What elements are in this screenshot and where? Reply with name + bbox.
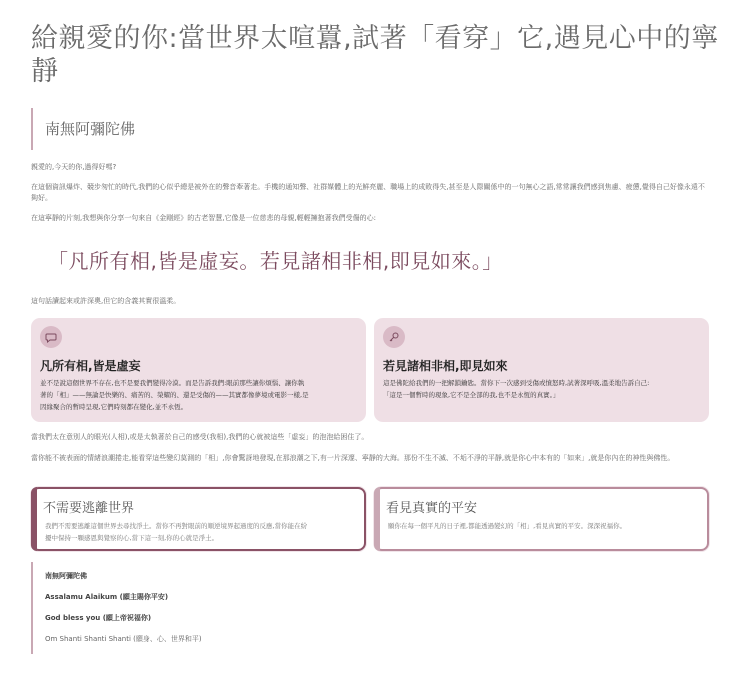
- box-true-peace: [374, 487, 709, 551]
- greeting: 親愛的,今天的你,過得好嗎?: [31, 163, 117, 171]
- card-illusion-line: 因緣聚合的暫時呈現,它們時刻都在變化,並不永恆。: [40, 403, 188, 411]
- intro-block: [31, 108, 711, 150]
- page-title: 給親愛的你:當世界太喧囂,試著「看穿」它,遇見心中的寧靜: [31, 23, 719, 87]
- subtitle: 南無阿彌陀佛: [45, 120, 136, 138]
- paragraph-attachment: 當我們太在意別人的眼光(人相),或是太執著於自己的感受(我相),我們的心就被這些「虛妄」的泡泡給困住了。: [31, 433, 369, 441]
- paragraph-meaning: 這句話讀起來或許深奧,但它的含義其實很溫柔。: [31, 297, 181, 305]
- box-no-escape-title: 不需要逃離世界: [43, 501, 135, 516]
- card-illusion: [31, 318, 366, 422]
- box-no-escape-line: 我們不需要逃離這個世界去尋找淨土。當你不再對眼前的順逆境界起過度的反應,當你能在紛: [45, 522, 308, 530]
- card-tathagata: [374, 318, 709, 422]
- card-illusion-title: 凡所有相,皆是虛妄: [40, 359, 141, 373]
- card-tathagata-line: 這是佛陀給我們的一把解鎖鑰匙。當你下一次感到受傷或憤怒時,試著深呼吸,溫柔地告訴自己:: [383, 379, 650, 387]
- card-illusion-line: 著的「相」——無論是快樂的、痛苦的、榮耀的、還是受傷的——其實都像夢境或電影一樣,是: [40, 391, 309, 399]
- card-tathagata-body: [383, 377, 649, 401]
- paragraph-intro: 在這個資訊爆炸、競步匆忙的時代,我們的心似乎總是被外在的聲音牽著走。手機的通知聲、社群媒體上的光鮮亮麗、職場上的成敗得失,甚至是人際關係中的一句無心之語,常常讓我們感到焦慮、疲憊,覺得自己好像永遠不夠好。: [31, 183, 705, 202]
- chat-bubble-icon: [40, 326, 62, 348]
- blessing-line: Assalamu Alaikum (願主賜你平安): [45, 593, 169, 601]
- box-no-escape-line: 擾中保持一顆感恩與覺察的心,當下這一刻,你的心就是淨土。: [45, 534, 219, 542]
- box-true-peace-title: 看見真實的平安: [386, 501, 478, 516]
- card-tathagata-title: 若見諸相非相,即見如來: [383, 359, 508, 373]
- box-true-peace-line: 願你在每一個平凡的日子裡,都能透過變幻的「相」,看見真實的平安。深深祝福你。: [388, 522, 627, 530]
- blessing-line: Om Shanti Shanti Shanti (願身、心、世界和平): [45, 635, 202, 643]
- box-accent-rail: [374, 487, 380, 551]
- blessing-line: 南無阿彌陀佛: [45, 572, 87, 580]
- key-icon: [383, 326, 405, 348]
- box-no-escape-body: [45, 520, 307, 544]
- card-illusion-line: 並不是說這個世界不存在,也不是要我們變得冷漠。而是告訴我們:眼前那些讓你煩惱、讓你執: [40, 379, 305, 387]
- blessing-line: God bless you (願上帝祝福你): [45, 614, 152, 622]
- paragraph-share: 在這寧靜的片刻,我想與你分享一句來自《金剛經》的古老智慧,它像是一位慈悲的母親,輕輕擁抱著我們受傷的心:: [31, 214, 377, 222]
- closing-blessings: [31, 562, 711, 654]
- box-true-peace-body: [388, 520, 626, 532]
- sutra-quote: 「凡所有相,皆是虛妄。若見諸相非相,即見如來。」: [48, 249, 503, 273]
- card-tathagata-line: 「這是一個暫時的現象,它不是全部的我,也不是永恆的真實。」: [383, 391, 560, 399]
- box-accent-rail: [31, 487, 37, 551]
- box-no-escape: [31, 487, 366, 551]
- paragraph-ocean: 當你能不被表面的情緒浪潮捲走,能看穿這些變幻莫測的「相」,你會驚訝地發現,在那浪潮之下,有一片深邃、寧靜的大海。那份不生不滅、不垢不淨的平靜,就是你心中本有的「如來」,就是你內在的神性與佛性。: [31, 454, 675, 462]
- card-illusion-body: [40, 377, 309, 413]
